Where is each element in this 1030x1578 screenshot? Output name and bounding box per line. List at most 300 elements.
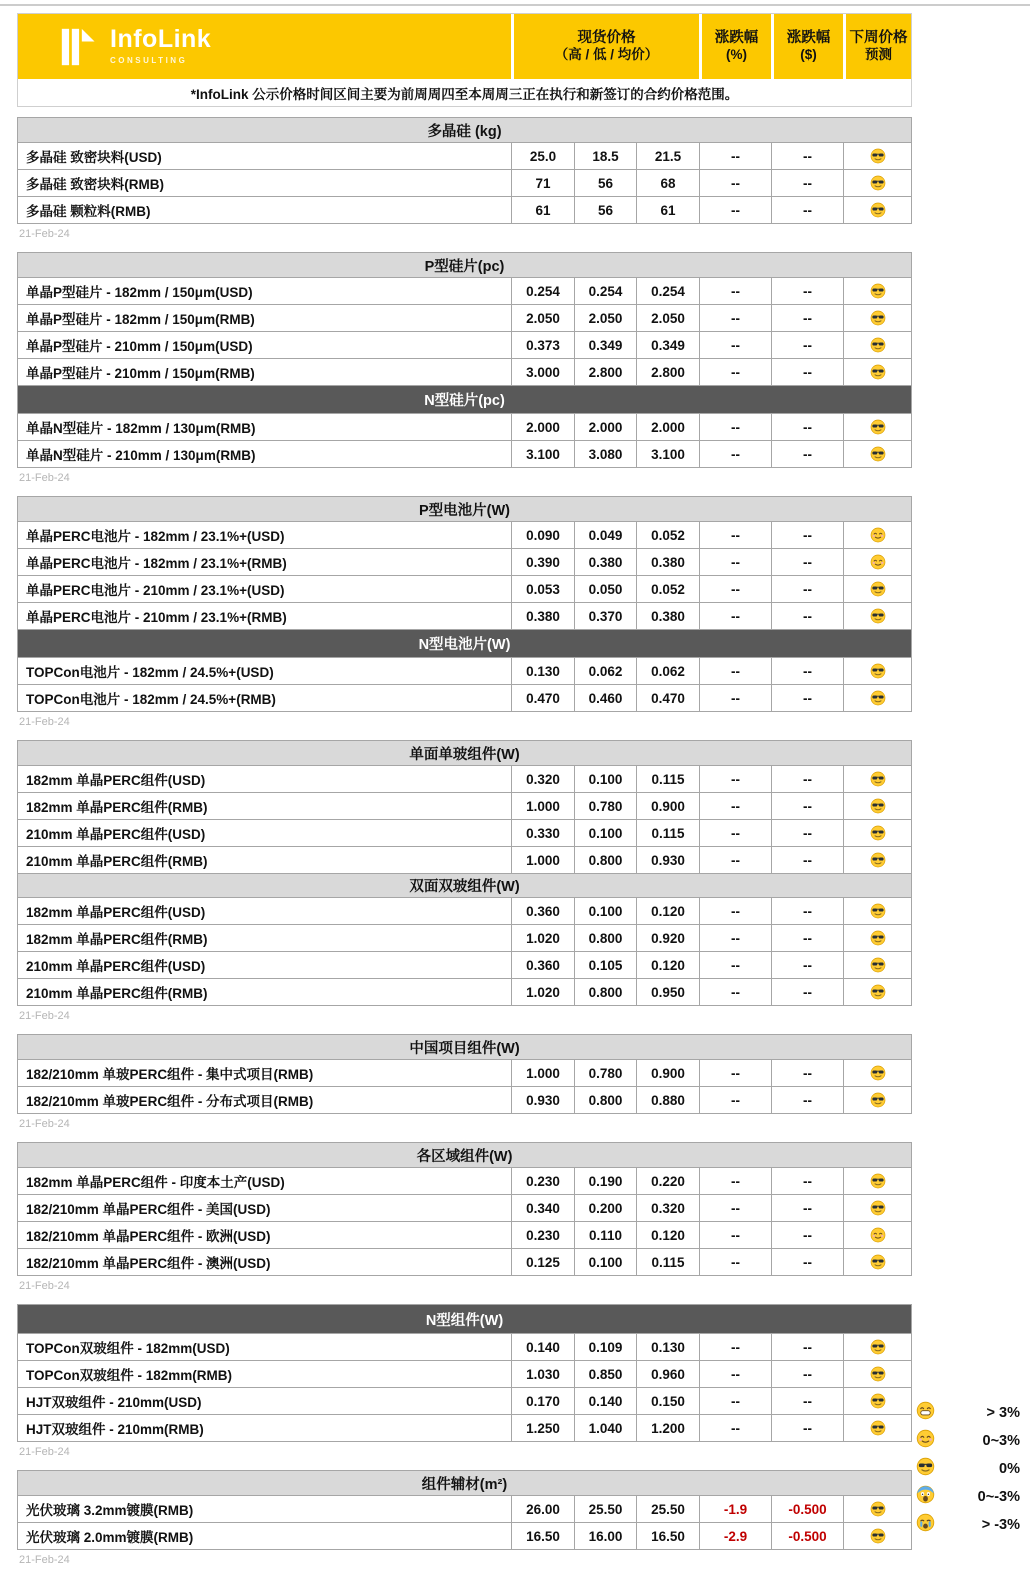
sunglasses-emoji-icon [870, 798, 886, 814]
price-low-cell: 0.105 [574, 952, 636, 978]
price-low-cell: 0.850 [574, 1361, 636, 1387]
section-header [18, 629, 911, 657]
legend-label: 0~3% [982, 1432, 1020, 1449]
row-label: 182/210mm 单玻PERC组件 - 集中式项目(RMB) [26, 1067, 314, 1082]
price-high-cell: 2.000 [511, 414, 574, 440]
smile-emoji-icon [870, 554, 886, 570]
forecast-cell [843, 793, 911, 819]
change-usd-cell: -- [771, 278, 843, 304]
change-usd-cell: -- [771, 1222, 843, 1248]
price-avg-cell: 0.130 [636, 1334, 699, 1360]
sunglasses-emoji-icon [870, 283, 886, 299]
section-title: 中国项目组件(W) [409, 1040, 520, 1057]
change-pct-cell: -- [699, 979, 771, 1005]
forecast-cell [843, 658, 911, 684]
price-low-cell: 18.5 [574, 143, 636, 169]
price-low-cell: 0.200 [574, 1195, 636, 1221]
sunglasses-emoji-icon [870, 446, 886, 462]
smile-emoji-icon [870, 527, 886, 543]
price-low-cell: 0.100 [574, 766, 636, 792]
sunglasses-emoji-icon [870, 310, 886, 326]
price-high-cell: 0.373 [511, 332, 574, 358]
row-label: 多晶硅 致密块料(USD) [26, 150, 162, 165]
column-header-change-usd [771, 14, 843, 79]
price-low-cell: 0.780 [574, 1060, 636, 1086]
table-row [18, 792, 911, 819]
forecast-cell [843, 1334, 911, 1360]
price-avg-cell: 2.000 [636, 414, 699, 440]
price-high-cell: 0.930 [511, 1087, 574, 1113]
forecast-cell [843, 197, 911, 223]
row-label: 单晶P型硅片 - 182mm / 150μm(USD) [26, 285, 253, 300]
section-header [18, 385, 911, 413]
forecast-cell [843, 1195, 911, 1221]
change-usd-cell: -- [771, 170, 843, 196]
price-high-cell: 0.380 [511, 603, 574, 629]
change-pct-cell: -- [699, 576, 771, 602]
forecast-cell [843, 441, 911, 467]
legend-label: 0% [999, 1460, 1020, 1477]
change-pct-cell: -- [699, 898, 771, 924]
table-row [18, 331, 911, 358]
sunglasses-emoji-icon [870, 852, 886, 868]
row-label: TOPCon电池片 - 182mm / 24.5%+(USD) [26, 665, 274, 680]
change-pct-cell: -- [699, 549, 771, 575]
table-row [18, 1221, 911, 1248]
change-pct-cell: -- [699, 143, 771, 169]
row-label: 182mm 单晶PERC组件(USD) [26, 905, 206, 920]
table-row [18, 978, 911, 1005]
change-pct-cell: -- [699, 170, 771, 196]
price-avg-cell: 0.380 [636, 603, 699, 629]
row-label: 182/210mm 单晶PERC组件 - 欧洲(USD) [26, 1229, 271, 1244]
change-pct-cell: -- [699, 1222, 771, 1248]
price-table-block [17, 117, 912, 242]
price-avg-cell: 3.100 [636, 441, 699, 467]
sunglasses-emoji-icon [870, 1366, 886, 1382]
forecast-cell [843, 332, 911, 358]
price-high-cell: 0.170 [511, 1388, 574, 1414]
price-avg-cell: 0.470 [636, 685, 699, 711]
change-usd-cell: -- [771, 414, 843, 440]
date-label: 21-Feb-24 [19, 716, 70, 728]
change-pct-cell: -- [699, 847, 771, 873]
legend-item [916, 1431, 1020, 1450]
forecast-cell [843, 1087, 911, 1113]
price-high-cell: 71 [511, 170, 574, 196]
column-header-change-pct [699, 14, 771, 79]
price-high-cell: 0.053 [511, 576, 574, 602]
table-row [18, 1167, 911, 1194]
price-low-cell: 0.349 [574, 332, 636, 358]
forecast-cell [843, 1388, 911, 1414]
price-low-cell: 0.800 [574, 979, 636, 1005]
change-usd-cell: -- [771, 576, 843, 602]
sunglasses-emoji-icon [870, 608, 886, 624]
price-avg-cell: 0.349 [636, 332, 699, 358]
sunglasses-emoji-icon [870, 1528, 886, 1544]
section-header [18, 118, 911, 142]
table-row [18, 1360, 911, 1387]
price-avg-cell: 2.800 [636, 359, 699, 385]
change-pct-cell: -- [699, 793, 771, 819]
date-label: 21-Feb-24 [19, 1010, 70, 1022]
forecast-cell [843, 576, 911, 602]
change-pct-cell: -2.9 [699, 1523, 771, 1549]
change-pct-cell: -- [699, 820, 771, 846]
table-row [18, 684, 911, 711]
change-usd-cell: -- [771, 1249, 843, 1275]
change-usd-cell: -- [771, 1195, 843, 1221]
forecast-cell [843, 925, 911, 951]
sunglasses-emoji-icon [870, 1420, 886, 1436]
change-pct-label: 涨跌幅 [714, 30, 759, 46]
price-avg-cell: 0.150 [636, 1388, 699, 1414]
table-row [18, 924, 911, 951]
change-usd-cell: -- [771, 766, 843, 792]
sunglasses-emoji-icon [870, 419, 886, 435]
price-high-cell: 0.230 [511, 1168, 574, 1194]
sunglasses-emoji-icon [870, 581, 886, 597]
price-table-block [17, 1304, 912, 1460]
sunglasses-emoji-icon [870, 690, 886, 706]
legend-emoji [916, 1457, 935, 1481]
price-table-block [17, 740, 912, 1024]
table-row [18, 358, 911, 385]
date-label: 21-Feb-24 [19, 1118, 70, 1130]
price-range-note: *InfoLink 公示价格时间区间主要为前周周四至本周周三正在执行和新签订的合约价格范围。 [17, 79, 912, 107]
price-high-cell: 1.250 [511, 1415, 574, 1441]
price-high-cell: 3.000 [511, 359, 574, 385]
change-pct-cell: -- [699, 925, 771, 951]
scream-emoji-icon [916, 1485, 935, 1504]
change-usd-cell: -- [771, 522, 843, 548]
table-row [18, 548, 911, 575]
grin-emoji-icon [916, 1401, 935, 1420]
brand-area [18, 14, 511, 79]
change-pct-cell: -- [699, 685, 771, 711]
change-pct-cell: -- [699, 1388, 771, 1414]
forecast-cell [843, 847, 911, 873]
forecast-cell [843, 820, 911, 846]
change-pct-cell: -1.9 [699, 1496, 771, 1522]
change-pct-cell: -- [699, 1249, 771, 1275]
price-avg-cell: 16.50 [636, 1523, 699, 1549]
price-low-cell: 0.370 [574, 603, 636, 629]
price-low-cell: 0.800 [574, 1087, 636, 1113]
price-avg-cell: 0.115 [636, 820, 699, 846]
section-header [18, 1143, 911, 1167]
forecast-cell [843, 1361, 911, 1387]
row-label: 光伏玻璃 2.0mm镀膜(RMB) [26, 1530, 194, 1545]
price-high-cell: 0.360 [511, 952, 574, 978]
top-divider [0, 4, 1030, 6]
change-usd-cell: -- [771, 1060, 843, 1086]
price-high-cell: 0.230 [511, 1222, 574, 1248]
sunglasses-emoji-icon [870, 364, 886, 380]
row-label: TOPCon双玻组件 - 182mm(USD) [26, 1341, 230, 1356]
sunglasses-emoji-icon [870, 1173, 886, 1189]
row-label: 多晶硅 致密块料(RMB) [26, 177, 164, 192]
price-high-cell: 1.030 [511, 1361, 574, 1387]
price-table-block [17, 1470, 912, 1568]
change-pct-cell: -- [699, 278, 771, 304]
price-low-cell: 3.080 [574, 441, 636, 467]
legend-item [916, 1459, 1020, 1478]
sunglasses-emoji-icon [870, 175, 886, 191]
row-label: 182/210mm 单玻PERC组件 - 分布式项目(RMB) [26, 1094, 314, 1109]
section-title: P型电池片(W) [418, 502, 510, 519]
change-pct-cell: -- [699, 766, 771, 792]
change-pct-cell: -- [699, 952, 771, 978]
price-high-cell: 0.340 [511, 1195, 574, 1221]
brand-subtitle: CONSULTING [110, 56, 188, 65]
change-usd-cell: -- [771, 925, 843, 951]
price-high-cell: 0.140 [511, 1334, 574, 1360]
change-usd-cell: -- [771, 332, 843, 358]
price-avg-cell: 0.062 [636, 658, 699, 684]
sunglasses-emoji-icon [870, 825, 886, 841]
price-high-cell: 0.470 [511, 685, 574, 711]
forecast-cell [843, 305, 911, 331]
date-label: 21-Feb-24 [19, 1446, 70, 1458]
forecast-cell [843, 1168, 911, 1194]
price-table-block [17, 1142, 912, 1294]
row-label: 182mm 单晶PERC组件(USD) [26, 773, 206, 788]
section-title: 多晶硅 (kg) [427, 123, 502, 140]
sunglasses-emoji-icon [870, 903, 886, 919]
price-high-cell: 2.050 [511, 305, 574, 331]
table-row [18, 1387, 911, 1414]
forecast-cell [843, 685, 911, 711]
price-avg-cell: 0.220 [636, 1168, 699, 1194]
price-high-cell: 1.020 [511, 925, 574, 951]
section-title: 组件辅材(m²) [421, 1476, 508, 1493]
price-high-cell: 0.360 [511, 898, 574, 924]
change-pct-cell: -- [699, 197, 771, 223]
price-high-cell: 0.090 [511, 522, 574, 548]
price-high-cell: 1.000 [511, 1060, 574, 1086]
sunglasses-emoji-icon [870, 663, 886, 679]
price-avg-cell: 0.880 [636, 1087, 699, 1113]
forecast-cell [843, 1222, 911, 1248]
sunglasses-emoji-icon [870, 1254, 886, 1270]
change-pct-cell: -- [699, 1060, 771, 1086]
row-label: TOPCon电池片 - 182mm / 24.5%+(RMB) [26, 692, 276, 707]
change-usd-cell: -- [771, 847, 843, 873]
price-table [17, 496, 912, 712]
change-usd-cell: -- [771, 305, 843, 331]
row-label: 182mm 单晶PERC组件(RMB) [26, 932, 208, 947]
price-low-cell: 0.100 [574, 1249, 636, 1275]
price-high-cell: 3.100 [511, 441, 574, 467]
price-high-cell: 1.020 [511, 979, 574, 1005]
table-row [18, 1194, 911, 1221]
price-avg-cell: 68 [636, 170, 699, 196]
cry-emoji-icon [916, 1513, 935, 1532]
change-usd-cell: -- [771, 1361, 843, 1387]
spot-price-label: 现货价格 [577, 30, 636, 46]
spot-price-sublabel: （高 / 低 / 均价） [554, 47, 659, 63]
price-low-cell: 0.100 [574, 898, 636, 924]
price-table-block [17, 252, 912, 486]
price-low-cell: 0.800 [574, 847, 636, 873]
change-pct-cell: -- [699, 414, 771, 440]
price-table-block [17, 496, 912, 730]
sunglasses-emoji-icon [870, 984, 886, 1000]
sunglasses-emoji-icon [870, 1065, 886, 1081]
price-avg-cell: 2.050 [636, 305, 699, 331]
change-pct-cell: -- [699, 1361, 771, 1387]
row-label: 182mm 单晶PERC组件(RMB) [26, 800, 208, 815]
section-header [18, 741, 911, 765]
price-low-cell: 0.780 [574, 793, 636, 819]
price-avg-cell: 21.5 [636, 143, 699, 169]
price-low-cell: 0.380 [574, 549, 636, 575]
section-title: N型组件(W) [425, 1312, 504, 1329]
table-row [18, 1086, 911, 1113]
change-pct-cell: -- [699, 1168, 771, 1194]
price-avg-cell: 0.920 [636, 925, 699, 951]
forecast-sublabel: 预测 [865, 47, 892, 63]
forecast-legend [916, 1403, 1020, 1534]
row-label: 210mm 单晶PERC组件(RMB) [26, 854, 208, 869]
price-table [17, 740, 912, 1006]
change-usd-cell: -- [771, 603, 843, 629]
table-row [18, 1522, 911, 1549]
change-pct-cell: -- [699, 1415, 771, 1441]
price-low-cell: 25.50 [574, 1496, 636, 1522]
section-title: 双面双玻组件(W) [409, 879, 520, 895]
forecast-cell [843, 1496, 911, 1522]
forecast-cell [843, 143, 911, 169]
legend-item [916, 1515, 1020, 1534]
legend-item [916, 1487, 1020, 1506]
legend-item [916, 1403, 1020, 1422]
sunglasses-emoji-icon [870, 1200, 886, 1216]
row-label: 单晶P型硅片 - 182mm / 150μm(RMB) [26, 312, 255, 327]
price-avg-cell: 0.052 [636, 522, 699, 548]
price-high-cell: 1.000 [511, 847, 574, 873]
date-label: 21-Feb-24 [19, 1280, 70, 1292]
sunglasses-emoji-icon [870, 1501, 886, 1517]
table-row [18, 765, 911, 792]
forecast-cell [843, 414, 911, 440]
price-avg-cell: 0.900 [636, 1060, 699, 1086]
price-high-cell: 0.390 [511, 549, 574, 575]
row-label: 210mm 单晶PERC组件(USD) [26, 959, 206, 974]
row-label: 单晶PERC电池片 - 182mm / 23.1%+(USD) [26, 529, 285, 544]
price-high-cell: 26.00 [511, 1496, 574, 1522]
price-low-cell: 0.049 [574, 522, 636, 548]
row-label: 单晶N型硅片 - 210mm / 130μm(RMB) [26, 448, 256, 463]
price-low-cell: 16.00 [574, 1523, 636, 1549]
forecast-cell [843, 1523, 911, 1549]
change-usd-cell: -- [771, 820, 843, 846]
row-label: 210mm 单晶PERC组件(RMB) [26, 986, 208, 1001]
change-pct-unit: (%) [726, 47, 747, 63]
price-avg-cell: 0.115 [636, 766, 699, 792]
forecast-cell [843, 522, 911, 548]
price-high-cell: 0.320 [511, 766, 574, 792]
row-label: 单晶P型硅片 - 210mm / 150μm(USD) [26, 339, 253, 354]
row-label: HJT双玻组件 - 210mm(USD) [26, 1395, 202, 1410]
forecast-cell [843, 359, 911, 385]
price-avg-cell: 0.930 [636, 847, 699, 873]
row-label: 多晶硅 颗粒料(RMB) [26, 204, 151, 219]
smile-emoji-icon [916, 1429, 935, 1448]
change-usd-cell: -- [771, 979, 843, 1005]
sunglasses-emoji-icon [916, 1457, 935, 1476]
table-row [18, 657, 911, 684]
change-pct-cell: -- [699, 603, 771, 629]
date-label: 21-Feb-24 [19, 1554, 70, 1566]
table-row [18, 575, 911, 602]
row-label: 单晶P型硅片 - 210mm / 150μm(RMB) [26, 366, 255, 381]
price-table [17, 117, 912, 224]
price-high-cell: 61 [511, 197, 574, 223]
change-pct-cell: -- [699, 332, 771, 358]
price-table [17, 1304, 912, 1442]
change-usd-cell: -0.500 [771, 1523, 843, 1549]
table-row [18, 951, 911, 978]
legend-emoji [916, 1513, 935, 1537]
table-row [18, 819, 911, 846]
sunglasses-emoji-icon [870, 148, 886, 164]
infolink-logo-icon [60, 26, 100, 68]
forecast-cell [843, 278, 911, 304]
price-high-cell: 25.0 [511, 143, 574, 169]
price-low-cell: 0.050 [574, 576, 636, 602]
change-usd-cell: -- [771, 793, 843, 819]
change-pct-cell: -- [699, 441, 771, 467]
legend-label: 0~-3% [977, 1488, 1020, 1505]
column-header-spot-price [511, 14, 699, 79]
forecast-cell [843, 1415, 911, 1441]
table-row [18, 304, 911, 331]
price-avg-cell: 0.254 [636, 278, 699, 304]
price-avg-cell: 0.120 [636, 1222, 699, 1248]
change-pct-cell: -- [699, 1334, 771, 1360]
price-high-cell: 0.254 [511, 278, 574, 304]
price-low-cell: 0.062 [574, 658, 636, 684]
change-pct-cell: -- [699, 522, 771, 548]
table-row [18, 1333, 911, 1360]
change-usd-label: 涨跌幅 [786, 30, 831, 46]
price-high-cell: 0.330 [511, 820, 574, 846]
sunglasses-emoji-icon [870, 957, 886, 973]
forecast-cell [843, 979, 911, 1005]
smile-emoji-icon [870, 1227, 886, 1243]
table-row [18, 897, 911, 924]
table-row [18, 1495, 911, 1522]
price-low-cell: 0.140 [574, 1388, 636, 1414]
row-label: 光伏玻璃 3.2mm镀膜(RMB) [26, 1503, 194, 1518]
table-row [18, 413, 911, 440]
price-table [17, 1142, 912, 1276]
table-row [18, 846, 911, 873]
change-usd-cell: -- [771, 143, 843, 169]
table-row [18, 602, 911, 629]
change-usd-cell: -0.500 [771, 1496, 843, 1522]
sunglasses-emoji-icon [870, 1393, 886, 1409]
row-label: 182mm 单晶PERC组件 - 印度本土产(USD) [26, 1175, 285, 1190]
change-pct-cell: -- [699, 658, 771, 684]
change-usd-cell: -- [771, 1388, 843, 1414]
change-usd-cell: -- [771, 952, 843, 978]
price-low-cell: 56 [574, 170, 636, 196]
price-low-cell: 56 [574, 197, 636, 223]
